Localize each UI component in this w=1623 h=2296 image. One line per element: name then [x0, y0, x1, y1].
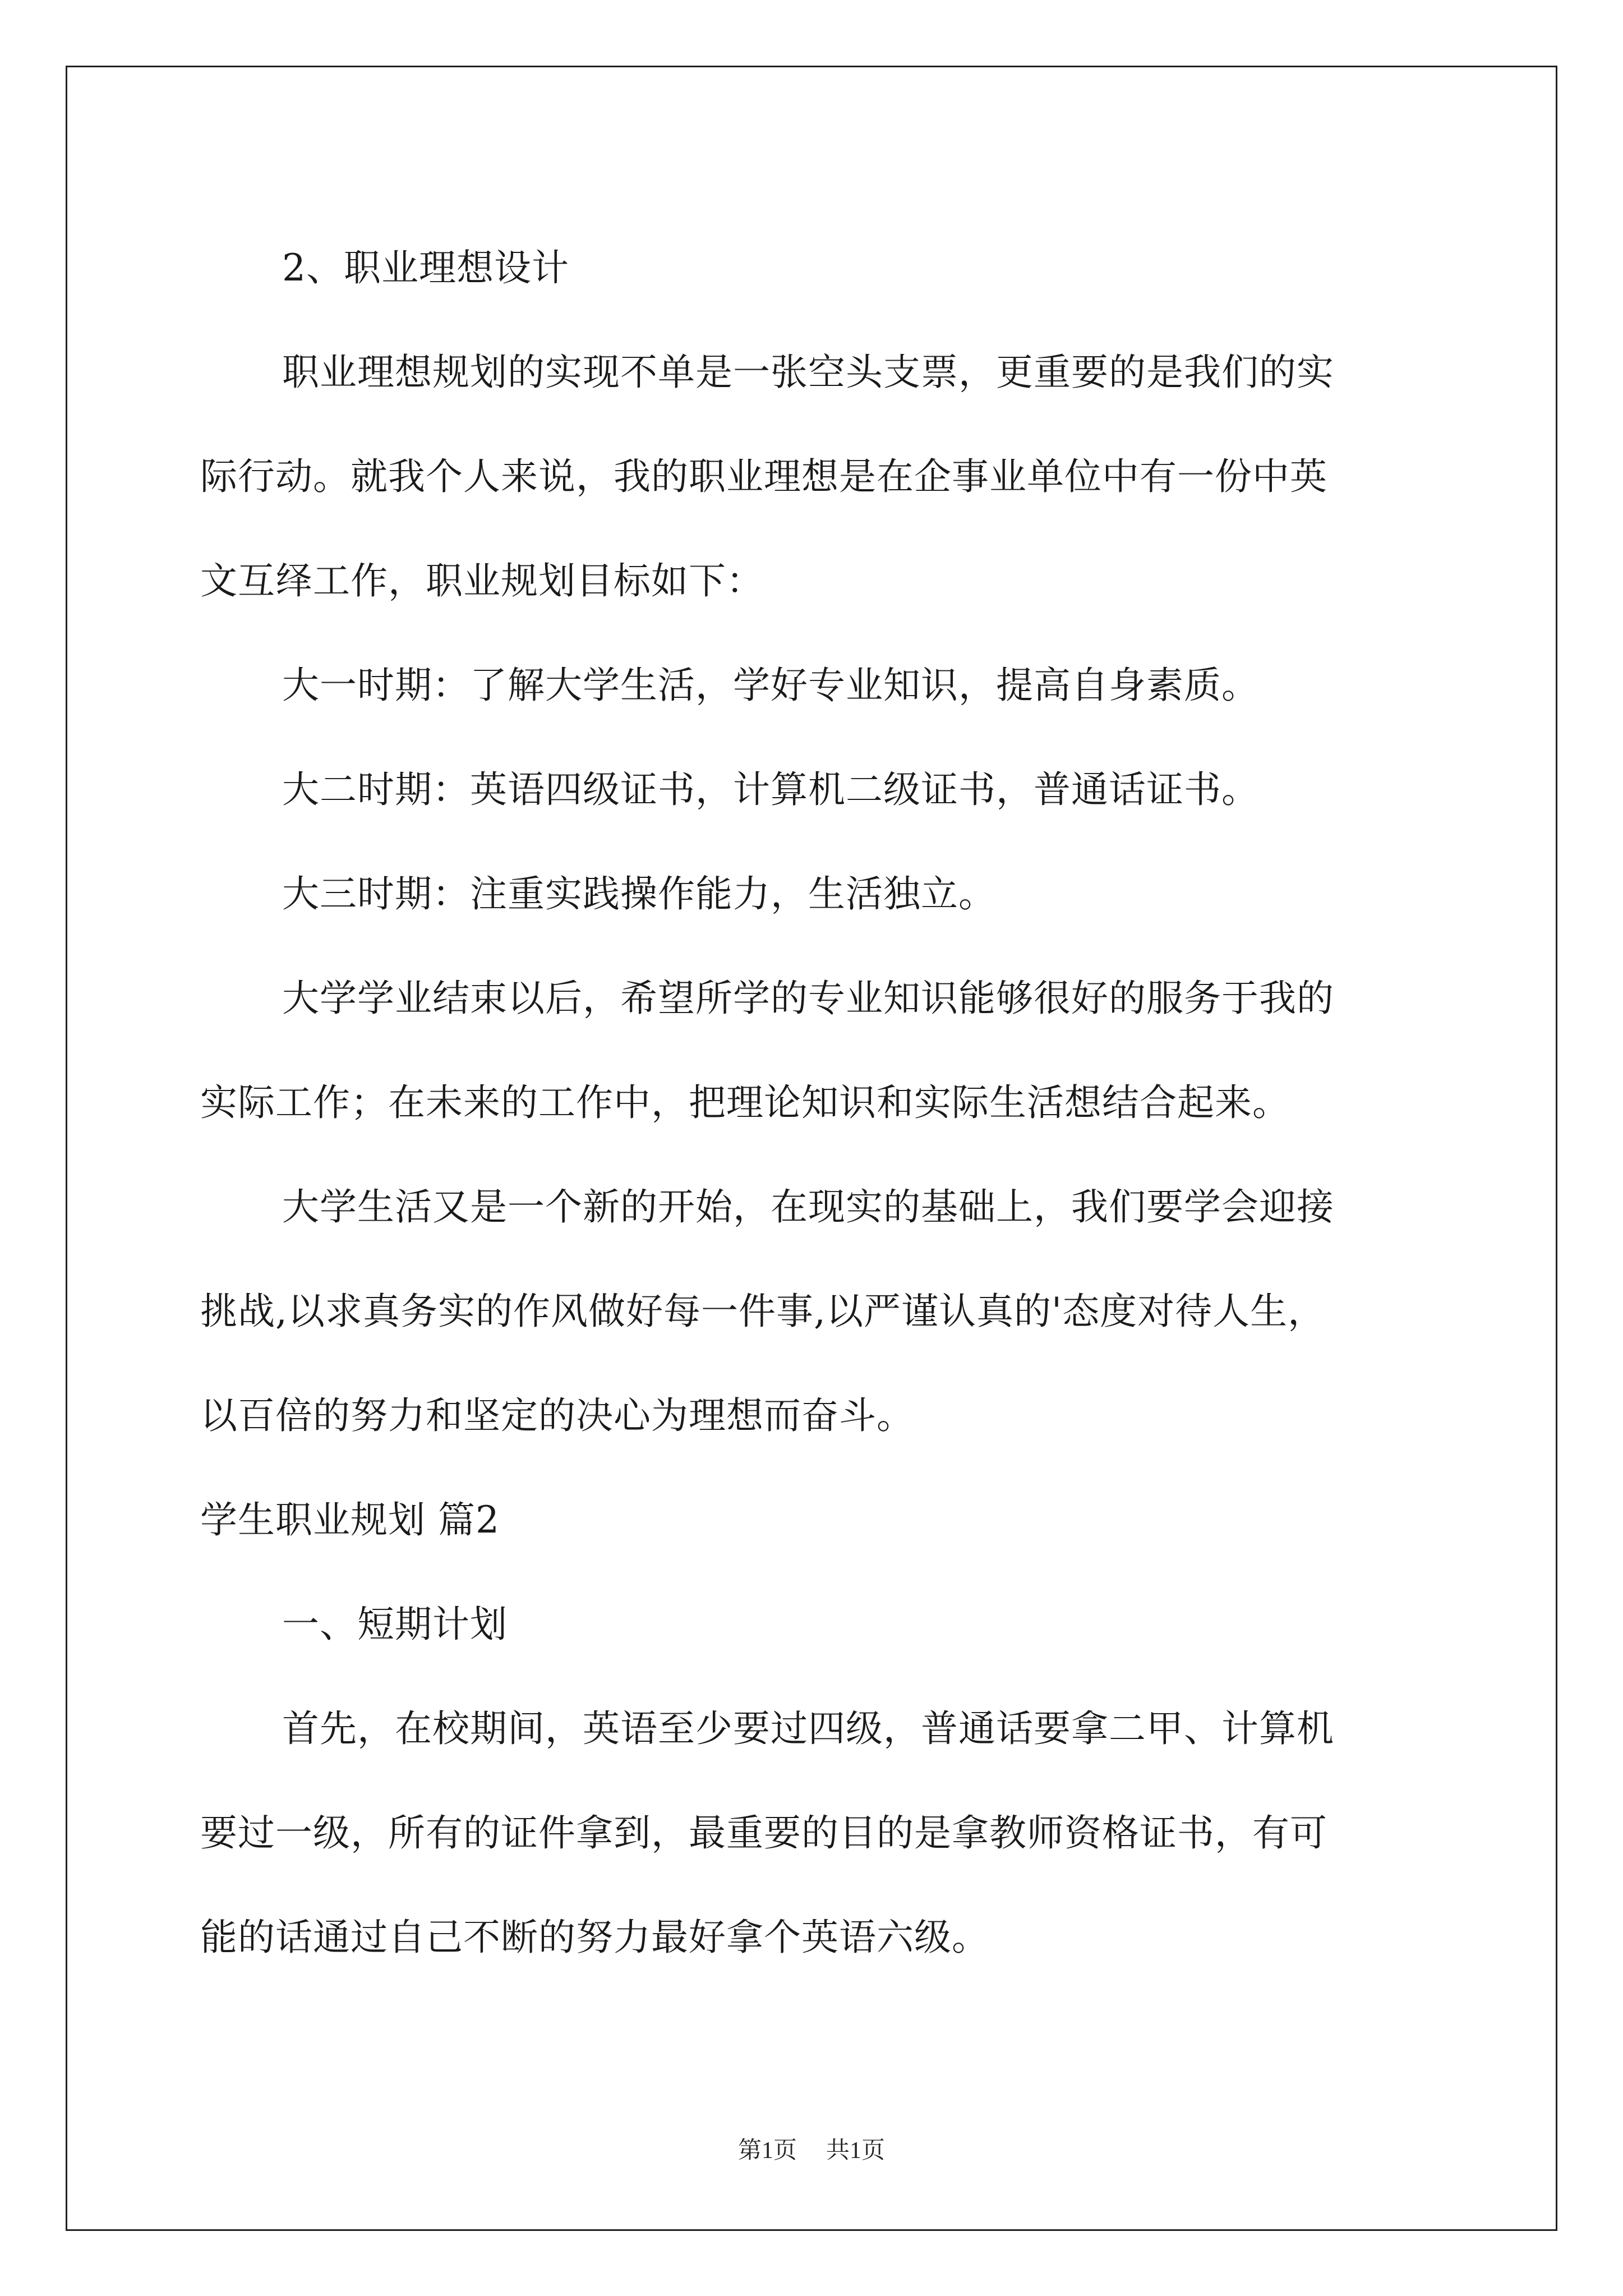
- text-line: 要过一级，所有的证件拿到，最重要的目的是拿教师资格证书，有可: [200, 1811, 1327, 1855]
- paragraph: [200, 946, 1434, 1155]
- text-line: 大学学业结束以后，希望所学的专业知识能够很好的服务于我的: [282, 977, 1334, 1020]
- text-line: 职业理想规划的实现不单是一张空头支票，更重要的是我们的实: [282, 351, 1334, 394]
- text-line: 文互绎工作，职业规划目标如下：: [200, 559, 764, 602]
- page-footer: [0, 2132, 1623, 2165]
- page-number-total: 共1页: [826, 2138, 886, 2164]
- text-line: 首先，在校期间，英语至少要过四级，普通话要拿二甲、计算机: [282, 1707, 1334, 1750]
- paragraph: [200, 320, 1434, 633]
- paragraph: [200, 1155, 1434, 1468]
- text-line: 实际工作；在未来的工作中，把理论知识和实际生活想结合起来。: [200, 1081, 1290, 1124]
- paragraph: [200, 738, 1434, 842]
- text-line: 大二时期：英语四级证书，计算机二级证书，普通话证书。: [282, 768, 1259, 811]
- text-line: 学生职业规划 篇2: [200, 1498, 500, 1542]
- text-line: 大一时期：了解大学生活，学好专业知识，提高自身素质。: [282, 664, 1259, 707]
- paragraph: [200, 216, 1434, 320]
- paragraph: [200, 633, 1434, 738]
- text-line: 大学生活又是一个新的开始，在现实的基础上，我们要学会迎接: [282, 1185, 1334, 1228]
- text-line: 2、职业理想设计: [282, 246, 569, 289]
- text-line: 一、短期计划: [282, 1603, 508, 1646]
- paragraph: [200, 1677, 1434, 1990]
- page-number-current: 第1页: [737, 2138, 797, 2164]
- paragraph: [200, 842, 1434, 946]
- document-body: [200, 216, 1434, 1990]
- text-line: 际行动。就我个人来说，我的职业理想是在企事业单位中有一份中英: [200, 455, 1327, 498]
- paragraph: [200, 1572, 1434, 1677]
- text-line: 挑战,以求真务实的作风做好每一件事,以严谨认真的'态度对待人生，: [200, 1290, 1326, 1333]
- text-line: 大三时期：注重实践操作能力，生活独立。: [282, 872, 996, 915]
- text-line: 以百倍的努力和坚定的决心为理想而奋斗。: [200, 1394, 914, 1437]
- text-line: 能的话通过自己不断的努力最好拿个英语六级。: [200, 1916, 989, 1959]
- section-heading: [200, 1468, 1434, 1572]
